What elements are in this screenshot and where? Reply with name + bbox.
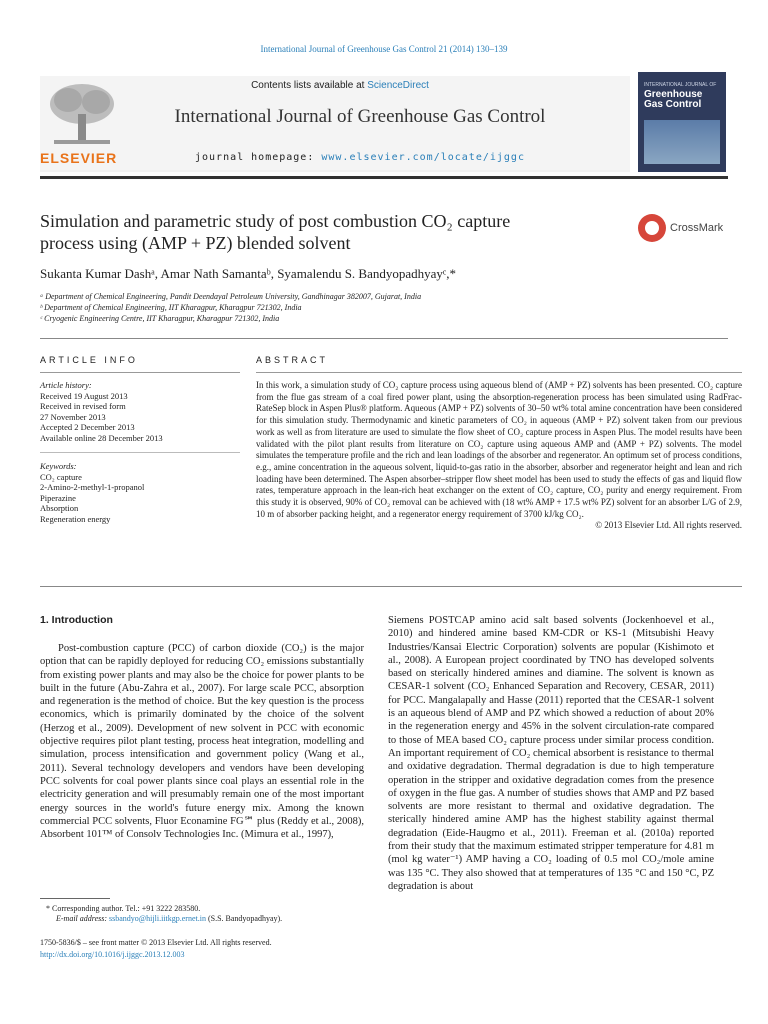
crossmark-badge[interactable] <box>638 214 738 244</box>
keywords-label: Keywords: <box>40 461 77 471</box>
affiliation-a: ᵃ Department of Chemical Engineering, Pandit Deendayal Petroleum University, Gandhinagar 382007, Gujarat, India <box>40 292 422 301</box>
homepage-prefix: journal homepage: <box>195 152 322 163</box>
journal-title: International Journal of Greenhouse Gas Control <box>174 106 546 127</box>
contents-line <box>130 80 550 91</box>
intro-left-paragraph: Post-combustion capture (PCC) of carbon dioxide (CO₂) is the major option that can be rapidly deployed for reducing CO₂ emissions substantially from existing power plants and may also be the choice for power plants to be built in the future (Abu-Zahra et al., 2007). For large scale PCC, absorption and regeneration is the method of choice. But the key question is the process economics, which is primarily dominated by the choice of the solvent (Herzog et al., 2009). Development of new solvent in PCC with economic objective requires pilot plant testing, process heat integration, modelling and simulation, process intensification and government policy (Wang et al., 2011). Several technology developers and vendors have been developing PCC solvents for coal power plants since coal plays an essential role in the electricity generation and will presumably remain one of the most important energy sources in the world's future energy mix. Among the known commercial PCC solvents, Fluor Econamine FG℠ plus (Reddy et al., 2008), Absorbent 101™ of Consolv Technologies Inc. (Mimura et al., 1997), <box>40 643 364 841</box>
email-label: E-mail address: <box>56 914 110 923</box>
cover-title <box>644 90 702 110</box>
corresponding-author: * Corresponding author. Tel.: +91 3222 283580. <box>46 904 201 913</box>
keyword-item: 2-Amino-2-methyl-1-propanol <box>40 482 145 492</box>
keywords <box>40 461 240 524</box>
cover-small-text: INTERNATIONAL JOURNAL OF <box>644 82 717 88</box>
history-item: Received in revised form <box>40 401 126 411</box>
elsevier-tree-logo <box>44 80 120 148</box>
history-item: Received 19 August 2013 <box>40 390 128 401</box>
journal-cover-thumbnail[interactable] <box>638 72 726 172</box>
abstract-bottom-rule <box>40 586 742 587</box>
cover-image <box>644 120 720 164</box>
publisher-wordmark: ELSEVIER <box>40 150 118 166</box>
doi-link[interactable]: http://dx.doi.org/10.1016/j.ijggc.2013.12.003 <box>40 950 185 959</box>
crossmark-icon <box>638 214 666 242</box>
intro-right-paragraph: Siemens POSTCAP amino acid salt based solvents (Jockenhoevel et al., 2010) and hindered amine based KM-CDR or KS-1 (Mitsubishi Heavy Industries/Kansai Electric Corporation) solvents are popular (Kishimoto et al., 2008). A European project coordinated by TNO has developed solvents based on sterically hindered amines and diamine. The solvent is known as CESAR-1 solvent (CO₂ Enhanced Separation and Recovery, CESAR, 2011) for PCC. Mangalapally and Hasse (2011) reported that the CESAR-1 solvent is an aqueous blend of AMP and PZ which showed a reduction of about 20% in the regeneration energy and 45% in the solvent circulation-rate compared to those of MEA based CO₂ capture process under similar process condition. An important requirement of CO₂ chemical absorbent is resistance to thermal and oxidative degradation. Thermal degradation is due to high temperature operation in the stripper and oxidative degradation comes from the presence of oxygen in the flue gas. A number of studies shows that AMP and PZ based solvents are more resistant to thermal and oxidative degradation. The sterically hindered amine AMP has the highest stability against thermal degradation (Eide-Haugmo et al., 2011). Freeman et al. (2010a) reported from their study that the maximum estimated stripper temperature for 4.81 m (mol kg water⁻¹) AMP having a CO₂ loading of 0.5 mol CO₂/mole amine was 135 °C. They also showed that at temperatures of 135 °C and 150 °C, PZ degradation is about <box>388 615 714 892</box>
corresponding-author-note <box>46 904 366 924</box>
paper-title-line2: process using (AMP + PZ) blended solvent <box>40 233 351 253</box>
sciencedirect-link[interactable]: ScienceDirect <box>367 80 429 91</box>
abstract-body <box>256 380 742 532</box>
issn-line: 1750-5836/$ – see front matter © 2013 Elsevier Ltd. All rights reserved. <box>40 938 272 947</box>
keyword-item: Regeneration energy <box>40 513 111 524</box>
article-history <box>40 380 240 443</box>
paper-title <box>40 210 610 254</box>
article-info-rule <box>40 372 240 373</box>
section-heading-introduction: 1. Introduction <box>40 614 113 626</box>
footnote-rule <box>40 898 110 899</box>
abstract-rule <box>256 372 742 373</box>
abstract-text: In this work, a simulation study of CO₂ capture process using aqueous blend of (AMP + PZ) solvents has been presented. CO₂ capture from the flue gas stream of a coal fired power plant, using the absorption-regeneration process has been simulated using RadFrac-RateSep block in Aspen Plus® platform. Aqueous (AMP + PZ) solvents of 30–50 wt% total amine concentration have been considered for this simulation study. Thermodynamic and kinetic parameters of CO₂ in aqueous (AMP + PZ) solvent taken from our previous work as well as from literature are used to simulate the flow sheet of CO₂ capture process in Aspen Plus. The model results have been validated with the pilot plant results from literature on CO₂ capture using aqueous AMP and (AMP + PZ) solvents. The model simulates the temperature profile and the rich and lean loadings of the absorber and regenerator. An optimum set of process conditions, e.g., amine concentration in the aqueous solvent, liquid-to-gas ratio in the absorber, absorber and regenerator height and lean and rich loading have been determined. The Aspen absorber–stripper flow sheet model has been used to study the effects of gas and liquid flow rates, temperature approach in the lean-rich heat exchanger on the extent of CO₂ capture, CO₂ purity and energy requirement. From this study it is observed, 90% of CO₂ removal can be achieved with (18 wt% AMP + 17.5 wt% PZ) solvent for an absorber L/G of 2.9, 10 m of absorber packing height, and a regenerator energy requirement of 3700 kJ/kg CO₂. <box>256 380 742 519</box>
email-link[interactable]: ssbandyo@hijli.iitkgp.ernet.in <box>109 914 206 923</box>
cover-title-line2: Gas Control <box>644 99 702 110</box>
history-item: Accepted 2 December 2013 <box>40 422 135 432</box>
history-item: 27 November 2013 <box>40 411 106 422</box>
contents-prefix: Contents lists available at <box>251 80 368 91</box>
history-item: Available online 28 December 2013 <box>40 432 163 443</box>
homepage-link[interactable]: www.elsevier.com/locate/ijggc <box>321 152 525 163</box>
email-suffix: (S.S. Bandyopadhyay). <box>205 914 283 923</box>
header-divider <box>40 176 728 179</box>
author-list: Sukanta Kumar Dashᵃ, Amar Nath Samantaᵇ, Syamalendu S. Bandyopadhyayᶜ,* <box>40 266 456 281</box>
cover-title-line1: Greenhouse <box>644 89 703 100</box>
journal-citation[interactable]: International Journal of Greenhouse Gas Control 21 (2014) 130–139 <box>260 44 508 54</box>
crossmark-label: CrossMark <box>670 222 724 234</box>
affiliation-c: ᶜ Cryogenic Engineering Centre, IIT Kharagpur, Kharagpur 721302, India <box>40 314 280 323</box>
history-label: Article history: <box>40 380 92 390</box>
keyword-item: Absorption <box>40 503 79 513</box>
keyword-item: Piperazine <box>40 492 76 503</box>
journal-homepage <box>130 152 590 163</box>
keywords-rule <box>40 452 240 453</box>
keyword-item: CO₂ capture <box>40 471 82 482</box>
affiliation-b: ᵇ Department of Chemical Engineering, IIT Kharagpur, Kharagpur 721302, India <box>40 303 302 312</box>
article-info-heading: ARTICLE INFO <box>40 355 138 365</box>
affiliation-divider <box>40 338 728 339</box>
abstract-copyright: © 2013 Elsevier Ltd. All rights reserved. <box>595 520 742 531</box>
abstract-heading: ABSTRACT <box>256 355 329 365</box>
paper-title-line1: Simulation and parametric study of post combustion CO₂ capture <box>40 211 511 231</box>
